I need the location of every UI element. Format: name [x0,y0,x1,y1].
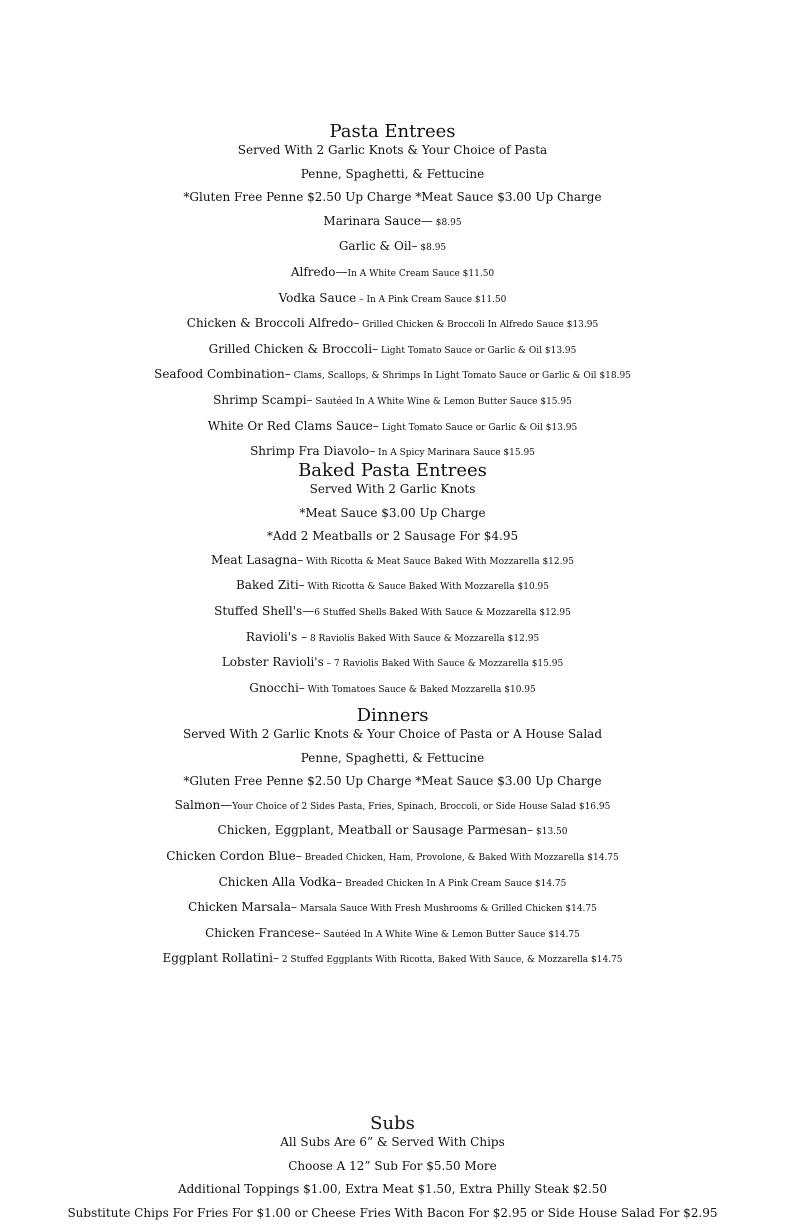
item-name: Chicken, Eggplant, Meatball or Sausage Parmesan– [217,823,534,838]
item-description: $8.95 [417,243,447,254]
menu-line [0,727,785,741]
item-name: Stuffed Shell's— [214,603,315,618]
menu-line [0,291,785,307]
item-description: $8.95 [432,217,462,228]
menu-line [0,1206,785,1220]
item-name: Chicken Francese– [205,925,321,940]
item-description: Sautéed In A White Wine & Lemon Butter Sauce $15.95 [312,396,572,407]
item-description: Clams, Scallops, & Shrimps In Light Tomato Sauce or Garlic & Oil $18.95 [290,371,631,382]
item-name: All Subs Are 6” & Served With Chips [280,1135,505,1149]
menu-line [0,342,785,358]
item-name: Ravioli's – [245,629,308,644]
item-description: With Ricotta & Sauce Baked With Mozzarella $10.95 [304,582,549,593]
item-description: Marsala Sauce With Fresh Mushrooms & Grilled Chicken $14.75 [297,904,597,915]
item-name: *Meat Sauce $3.00 Up Charge [299,505,486,520]
item-name: *Gluten Free Penne $2.50 Up Charge *Meat Sauce $3.00 Up Charge [183,190,602,205]
item-name: Salmon— [174,797,233,812]
menu-line [0,1159,785,1173]
item-description: 6 Stuffed Shells Baked With Sauce & Mozzarella $12.95 [314,607,571,618]
item-name: Garlic & Oil– [338,239,418,254]
item-name: White Or Red Clams Sauce– [207,418,379,433]
section-title: Subs [370,1113,415,1134]
item-name: Substitute Chips For Fries For $1.00 or Cheese Fries With Bacon For $2.95 or Side House Salad For $2.95 [67,1205,718,1220]
item-name: Chicken Alla Vodka– [218,874,343,889]
item-description: Your Choice of 2 Sides Pasta, Fries, Spinach, Broccoli, or Side House Salad $16.95 [232,801,611,812]
item-name: Lobster Ravioli's [221,655,324,670]
section-title: Baked Pasta Entrees [298,460,487,481]
item-name: Chicken & Broccoli Alfredo– [186,316,360,331]
section-title: Pasta Entrees [329,121,456,142]
item-description: Light Tomato Sauce or Garlic & Oil $13.95 [378,422,578,433]
item-description: In A White Cream Sauce $11.50 [347,268,495,279]
menu-line [0,190,785,204]
menu-line [0,265,785,281]
menu-line [0,167,785,181]
menu-line [0,900,785,916]
section-dinners [0,705,785,977]
menu-line [0,419,785,435]
menu-line [0,751,785,765]
item-description: Light Tomato Sauce or Garlic & Oil $13.95 [378,345,577,356]
item-name: Choose A 12” Sub For $5.50 More [288,1158,497,1173]
menu-line [0,529,785,543]
item-description: Breaded Chicken In A Pink Cream Sauce $14.75 [342,878,567,889]
item-name: Additional Toppings $1.00, Extra Meat $1.50, Extra Philly Steak $2.50 [177,1182,608,1197]
menu-line [0,444,785,460]
menu-line [0,393,785,409]
item-name: Served With 2 Garlic Knots [309,482,476,496]
menu-line [0,774,785,788]
item-name: *Gluten Free Penne $2.50 Up Charge *Meat Sauce $3.00 Up Charge [183,774,602,789]
section-title: Dinners [356,705,429,726]
menu-line [0,143,785,157]
menu-line [0,553,785,569]
menu-line [0,1182,785,1196]
item-name: Shrimp Scampi– [213,392,313,407]
item-name: Served With 2 Garlic Knots & Your Choice of Pasta [237,143,548,157]
item-description: – 7 Raviolis Baked With Sauce & Mozzarella $15.95 [323,659,564,670]
menu-line [0,875,785,891]
item-description: 8 Raviolis Baked With Sauce & Mozzarella $12.95 [307,633,540,644]
item-name: Penne, Spaghetti, & Fettucine [300,750,485,765]
item-name: Marinara Sauce— [323,213,433,228]
menu-line [0,506,785,520]
item-name: Penne, Spaghetti, & Fettucine [300,166,485,181]
menu-line [0,849,785,865]
menu-line [0,482,785,496]
item-name: Alfredo— [290,264,348,279]
menu-line [0,214,785,230]
item-name: Gnocchi– [249,680,305,695]
item-name: Eggplant Rollatini– [162,951,279,966]
item-name: *Add 2 Meatballs or 2 Sausage For $4.95 [266,529,519,544]
menu-line [0,630,785,646]
menu-line [0,367,785,383]
menu-line [0,604,785,620]
item-name: Shrimp Fra Diavolo– [250,444,376,459]
item-name: Grilled Chicken & Broccoli– [208,341,379,356]
item-description: $13.50 [533,827,568,838]
section-subs [0,1113,785,1229]
menu-line [0,239,785,255]
menu-line [0,578,785,594]
item-description: 2 Stuffed Eggplants With Ricotta, Baked With Sauce, & Mozzarella $14.75 [278,955,623,966]
item-description: Sautéed In A White Wine & Lemon Butter Sauce $14.75 [320,929,580,940]
menu-line [0,798,785,814]
item-name: Seafood Combination– [154,367,291,382]
item-description: In A Spicy Marinara Sauce $15.95 [375,448,535,459]
menu-line [0,926,785,942]
item-description: Grilled Chicken & Broccoli In Alfredo Sauce $13.95 [359,320,599,331]
item-name: Chicken Marsala– [188,900,298,915]
item-description: With Tomatoes Sauce & Baked Mozzarella $10.95 [304,684,536,695]
section-pasta-entrees [0,121,785,470]
menu-line [0,951,785,967]
menu-line [0,316,785,332]
item-description: With Ricotta & Meat Sauce Baked With Mozzarella $12.95 [303,556,574,567]
item-description: – In A Pink Cream Sauce $11.50 [356,294,507,305]
menu-line [0,1135,785,1149]
item-description: Breaded Chicken, Ham, Provolone, & Baked With Mozzarella $14.75 [301,852,619,863]
item-name: Baked Ziti– [235,578,305,593]
item-name: Meat Lasagna– [211,552,304,567]
item-name: Served With 2 Garlic Knots & Your Choice of Pasta or A House Salad [182,727,602,741]
menu-line [0,655,785,671]
item-name: Vodka Sauce [278,290,357,305]
item-name: Chicken Cordon Blue– [166,848,302,863]
section-baked-pasta-entrees [0,460,785,706]
menu-line [0,823,785,839]
menu-line [0,681,785,697]
